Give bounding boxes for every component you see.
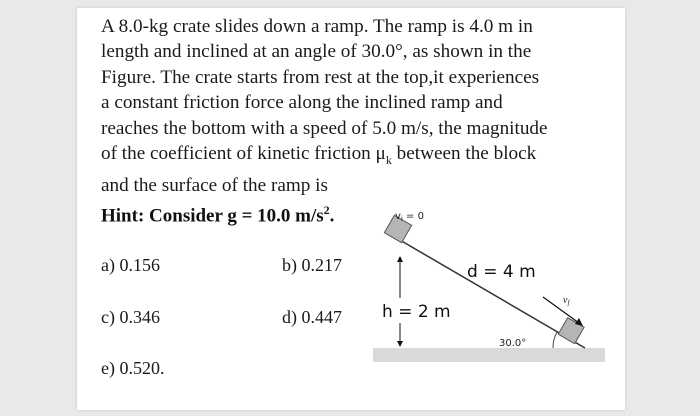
hint-suffix: . <box>329 205 335 227</box>
mu-subscript: k <box>385 152 392 167</box>
option-b[interactable]: b) 0.217 <box>282 255 342 275</box>
problem-line-4: a constant friction force along the inclined ramp and <box>101 92 503 114</box>
problem-line-6-end: between the block <box>391 143 537 165</box>
hint-prefix: Hint: Consider g = 10.0 m/s <box>101 205 324 227</box>
option-d[interactable]: d) 0.447 <box>282 307 342 327</box>
ground <box>373 348 605 362</box>
vi-label: $v_i = 0$ <box>395 211 424 223</box>
vf-label: $v_f$ <box>563 295 570 307</box>
problem-line-7: and the surface of the ramp is <box>101 175 328 197</box>
option-e[interactable]: e) 0.520. <box>101 358 165 378</box>
hint-superscript: 2 <box>323 203 330 217</box>
option-c[interactable]: c) 0.346 <box>101 307 160 327</box>
problem-text <box>101 14 611 199</box>
problem-line-1: A 8.0-kg crate slides down a ramp. The ramp is 4.0 m in <box>101 16 533 37</box>
ramp-incline <box>393 236 585 348</box>
angle-label: 30.0° <box>499 338 527 349</box>
height-arrowhead-up <box>397 256 403 262</box>
ramp-figure <box>365 200 605 370</box>
problem-line-6: of the coefficient of kinetic friction μ <box>101 143 386 165</box>
option-a[interactable]: a) 0.156 <box>101 255 160 275</box>
angle-arc <box>553 332 557 348</box>
distance-label: d = 4 m <box>467 262 536 282</box>
vf-arrow <box>543 297 579 323</box>
problem-line-2: length and inclined at an angle of 30.0°, as shown in the <box>101 41 532 63</box>
height-label: h = 2 m <box>382 302 451 322</box>
problem-line-5: reaches the bottom with a speed of 5.0 m/s, the magnitude <box>101 117 548 139</box>
height-arrowhead-down <box>397 341 403 347</box>
problem-line-3: Figure. The crate starts from rest at the top,it experiences <box>101 66 540 88</box>
hint-text <box>101 203 334 227</box>
